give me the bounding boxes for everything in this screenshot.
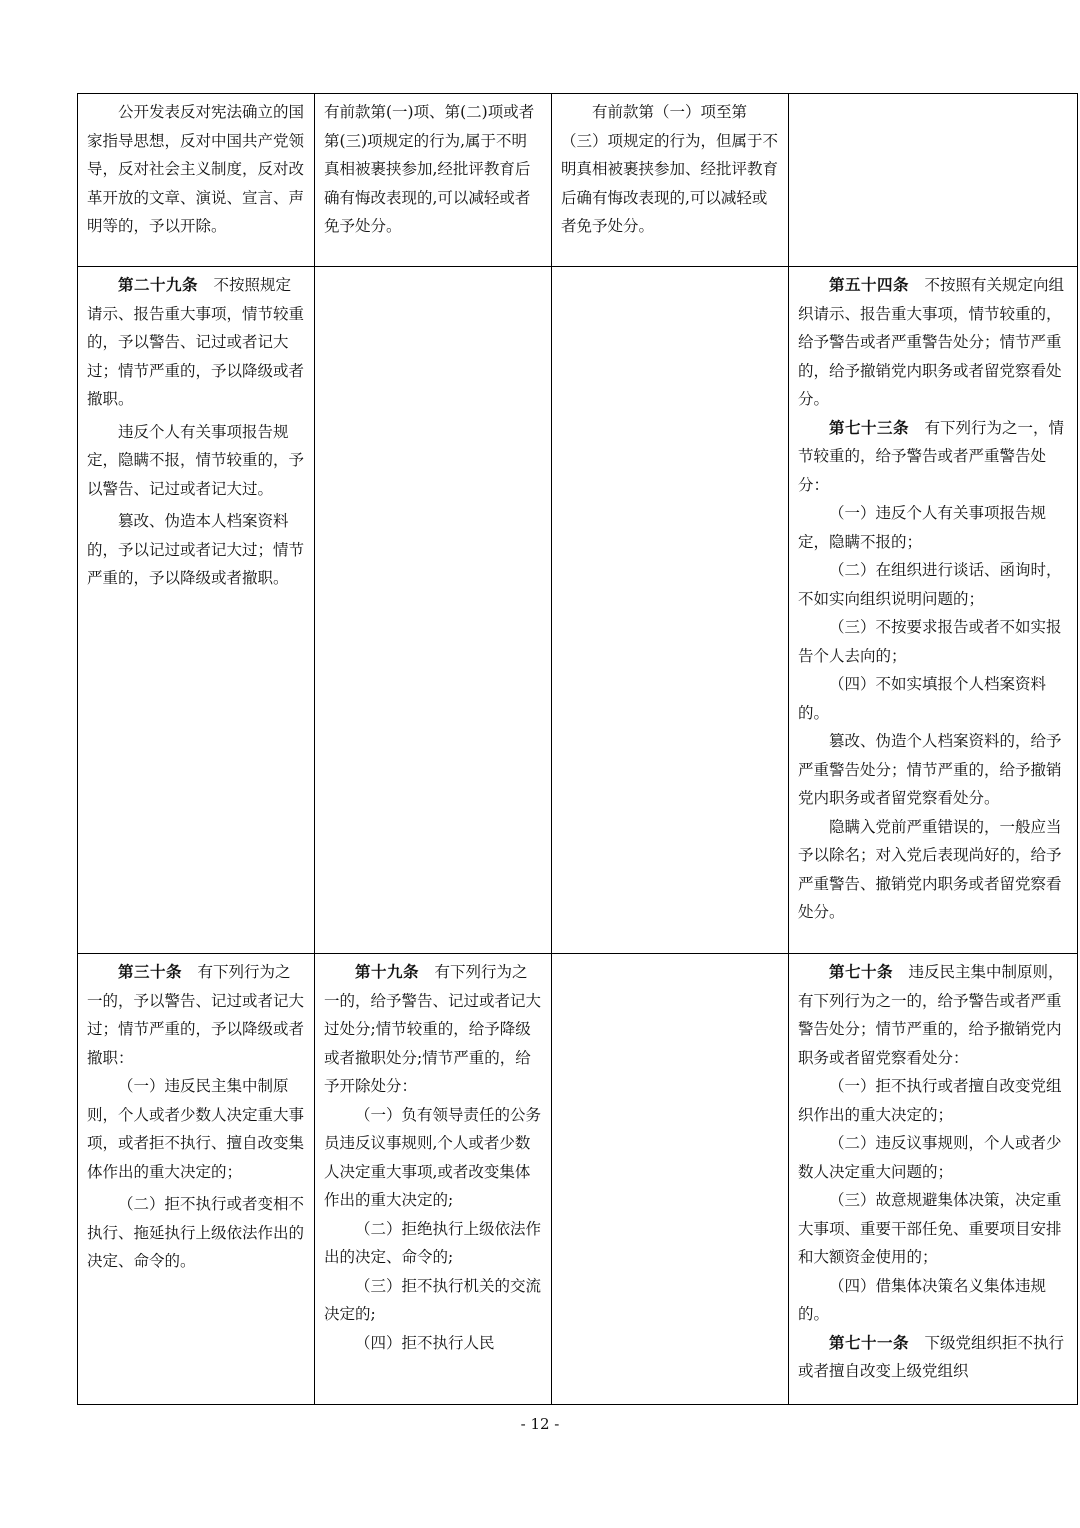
paragraph: （二）拒不执行或者变相不执行、拖延执行上级依法作出的决定、命令的。 [87,1195,305,1270]
paragraph [324,958,542,1101]
paragraph-text: 有下列行为之一的，给予警告、记过或者记大过处分;情节较重的，给予降级或者撤职处分;情节严重的，给予开除处分： [324,963,542,1095]
paragraph: （二）拒绝执行上级依法作出的决定、命令的; [324,1219,542,1266]
table-cell [552,94,789,267]
paragraph: （四）拒不执行人民 [355,1333,495,1352]
table-cell [315,267,552,954]
paragraph: 篡改、伪造本人档案资料的，予以记过或者记大过；情节严重的，予以降级或者撤职。 [87,512,305,587]
table-cell [315,954,552,1405]
paragraph [798,414,1068,500]
paragraph: （四）借集体决策名义集体违规的。 [798,1276,1047,1323]
paragraph [87,271,305,414]
table-row [78,94,1078,267]
paragraph-text: 有下列行为之一，情节较重的，给予警告或者严重警告处分： [798,418,1065,494]
article-number: 第五十四条 [829,275,910,294]
paragraph: （二）在组织进行谈话、函询时，不如实向组织说明问题的； [798,561,1062,608]
paragraph: 有前款第（一）项至第（三）项规定的行为，但属于不明真相被裹挟参加、经批评教育后确有悔改表现的,可以减轻或者免予处分。 [561,103,779,235]
article-number: 第十九条 [355,962,420,981]
paragraph: 公开发表反对宪法确立的国家指导思想，反对中国共产党领导，反对社会主义制度，反对改革开放的文章、演说、宣言、声明等的，予以开除。 [87,103,305,235]
table-cell [78,267,315,954]
page-number: - 12 - [520,1415,560,1433]
table-row [78,954,1078,1405]
paragraph-text: 有下列行为之一的，予以警告、记过或者记大过；情节严重的，予以降级或者撤职： [87,963,305,1067]
table-cell [789,94,1078,267]
article-number: 第七十一条 [829,1332,910,1352]
comparison-table [77,93,1078,1405]
paragraph: （三）拒不执行机关的交流决定的; [324,1276,542,1323]
article-number: 第七十条 [829,962,894,981]
paragraph: （四）不如实填报个人档案资料的。 [798,675,1047,722]
table-cell [552,954,789,1405]
table-cell [78,94,315,267]
paragraph [87,958,305,1072]
paragraph-text: 下级党组织拒不执行或者擅自改变上级党组织 [798,1333,1065,1380]
paragraph: （一）违反个人有关事项报告规定，隐瞒不报的； [798,504,1047,551]
paragraph: 有前款第(一)项、第(二)项或者第(三)项规定的行为,属于不明真相被裹挟参加,经批评教育后确有悔改表现的,可以减轻或者免予处分。 [324,103,535,235]
paragraph [798,1329,1068,1386]
paragraph: （三）不按要求报告或者不如实报告个人去向的； [798,618,1062,665]
article-number: 第二十九条 [118,275,199,294]
table-cell [78,954,315,1405]
table-cell [789,267,1078,954]
paragraph: （一）负有领导责任的公务员违反议事规则,个人或者少数人决定重大事项,或者改变集体作出的重大决定的; [324,1105,542,1209]
table-row [78,267,1078,954]
paragraph-text: 不按照规定请示、报告重大事项，情节较重的，予以警告、记过或者记大过；情节严重的，予以降级或者撤职。 [87,276,305,408]
table-cell [315,94,552,267]
paragraph [798,271,1068,414]
article-number: 第三十条 [118,962,183,981]
paragraph: （二）违反议事规则，个人或者少数人决定重大问题的； [798,1134,1062,1181]
table-cell [552,267,789,954]
paragraph [798,958,1068,1072]
paragraph-text: 不按照有关规定向组织请示、报告重大事项，情节较重的，给予警告或者严重警告处分；情节严重的，给予撤销党内职务或者留党察看处分。 [798,276,1065,408]
table-cell [789,954,1078,1405]
paragraph: 违反个人有关事项报告规定，隐瞒不报，情节较重的，予以警告、记过或者记大过。 [87,422,305,498]
paragraph: 篡改、伪造个人档案资料的，给予严重警告处分；情节严重的，给予撤销党内职务或者留党察看处分。 [798,732,1062,807]
paragraph-text: 违反民主集中制原则，有下列行为之一的，给予警告或者严重警告处分；情节严重的，给予撤销党内职务或者留党察看处分： [798,963,1064,1067]
paragraph: （三）故意规避集体决策，决定重大事项、重要干部任免、重要项目安排和大额资金使用的； [798,1191,1062,1266]
paragraph: （一）违反民主集中制原则，个人或者少数人决定重大事项，或者拒不执行、擅自改变集体作出的重大决定的； [87,1077,305,1181]
paragraph: （一）拒不执行或者擅自改变党组织作出的重大决定的； [798,1077,1062,1124]
paragraph: 隐瞒入党前严重错误的，一般应当予以除名；对入党后表现尚好的，给予严重警告、撤销党内职务或者留党察看处分。 [798,817,1062,921]
article-number: 第七十三条 [829,417,910,437]
